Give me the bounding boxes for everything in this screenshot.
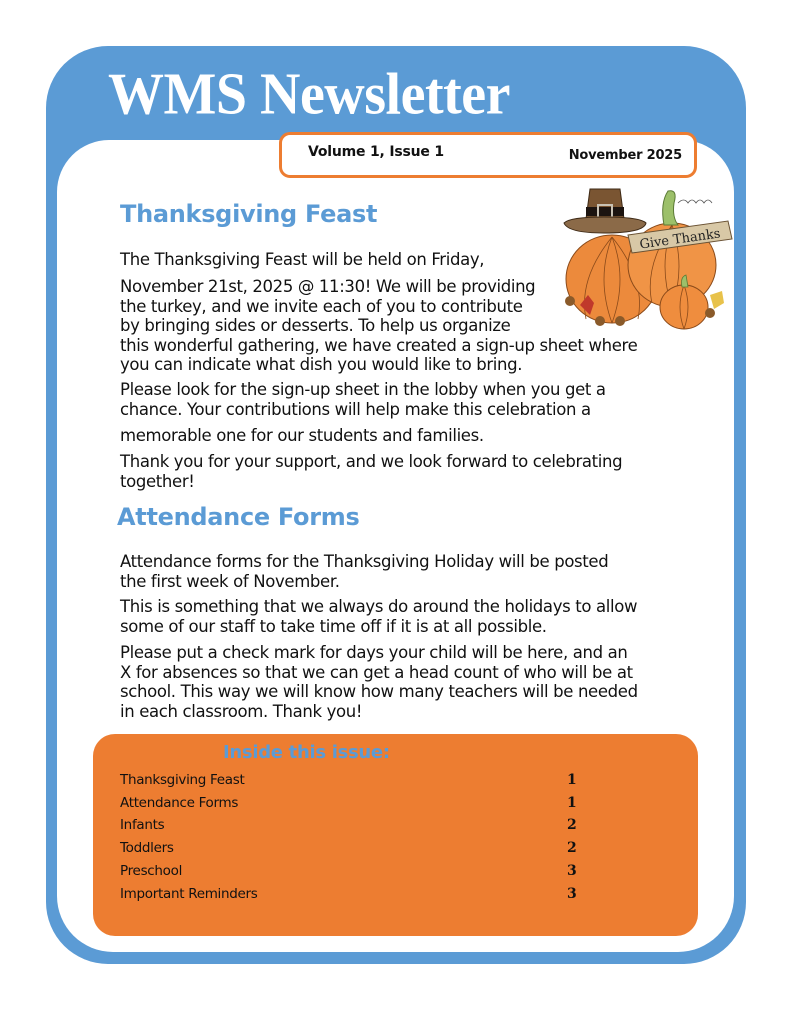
text-line: school. This way we will know how many teachers will be needed [120, 682, 638, 701]
volume-issue: Volume 1, Issue 1 [308, 144, 444, 160]
text-line: in each classroom. Thank you! [120, 701, 363, 721]
attendance-paragraph-2 [120, 597, 637, 636]
issue-date: November 2025 [568, 148, 682, 163]
section-heading-thanksgiving-feast: Thanksgiving Feast [120, 200, 378, 228]
toc-item-page: 2 [567, 817, 577, 833]
toc-item-label: Thanksgiving Feast [120, 772, 245, 788]
text-line: Please look for the sign-up sheet in the lobby when you get a [120, 380, 606, 399]
toc-item-label: Important Reminders [120, 886, 258, 902]
text-line: chance. Your contributions will help make this celebration a [120, 399, 591, 419]
inside-this-issue-box [93, 734, 698, 936]
text-line: Please put a check mark for days your child will be here, and an [120, 643, 628, 662]
toc-item[interactable] [120, 863, 580, 885]
text-line: November 21st, 2025 @ 11:30! We will be providing [120, 277, 536, 296]
toc-item[interactable] [120, 795, 580, 817]
text-line: the turkey, and we invite each of you to contribute [120, 296, 523, 316]
thanksgiving-paragraph-3 [120, 426, 484, 446]
toc-title: Inside this issue: [223, 742, 390, 763]
text-line: together! [120, 471, 195, 491]
attendance-paragraph-3 [120, 643, 638, 721]
text-line: you can indicate what dish you would like to bring. [120, 355, 523, 374]
toc-item-page: 2 [567, 840, 577, 856]
text-line: the first week of November. [120, 571, 340, 591]
text-line: This is something that we always do around the holidays to allow [120, 597, 638, 616]
toc-item[interactable] [120, 840, 580, 862]
text-line: X for absences so that we can get a head count of who will be at [120, 662, 633, 682]
attendance-paragraph-1 [120, 552, 608, 591]
pumpkins-illustration [560, 183, 736, 333]
toc-item[interactable] [120, 772, 580, 794]
thanksgiving-paragraph-2 [120, 380, 606, 419]
section-heading-attendance-forms: Attendance Forms [117, 503, 360, 531]
thanksgiving-paragraph-1 [120, 250, 484, 270]
issue-info-box [279, 132, 697, 178]
toc-item-page: 1 [567, 795, 577, 811]
text-line: some of our staff to take time off if it is at all possible. [120, 616, 547, 636]
text-line: memorable one for our students and families. [120, 426, 484, 445]
text-line: Thank you for your support, and we look forward to celebrating [120, 452, 623, 471]
thanksgiving-paragraph-4 [120, 452, 622, 491]
toc-item-label: Toddlers [120, 840, 174, 856]
text-line: Attendance forms for the Thanksgiving Holiday will be posted [120, 552, 609, 571]
text-line: by bringing sides or desserts. To help us organize [120, 316, 511, 335]
toc-item[interactable] [120, 886, 580, 908]
toc-item-label: Attendance Forms [120, 795, 239, 811]
toc-item-label: Preschool [120, 863, 183, 879]
toc-item-page: 1 [567, 772, 577, 788]
sign-text: Give Thanks [638, 226, 722, 253]
text-line: The Thanksgiving Feast will be held on Friday, [120, 250, 485, 269]
toc-item-label: Infants [120, 817, 165, 833]
toc-item[interactable] [120, 817, 580, 839]
toc-item-page: 3 [567, 863, 577, 879]
toc-item-page: 3 [567, 886, 577, 902]
text-line: this wonderful gathering, we have created a sign-up sheet where [120, 335, 638, 355]
newsletter-title: WMS Newsletter [108, 62, 510, 128]
